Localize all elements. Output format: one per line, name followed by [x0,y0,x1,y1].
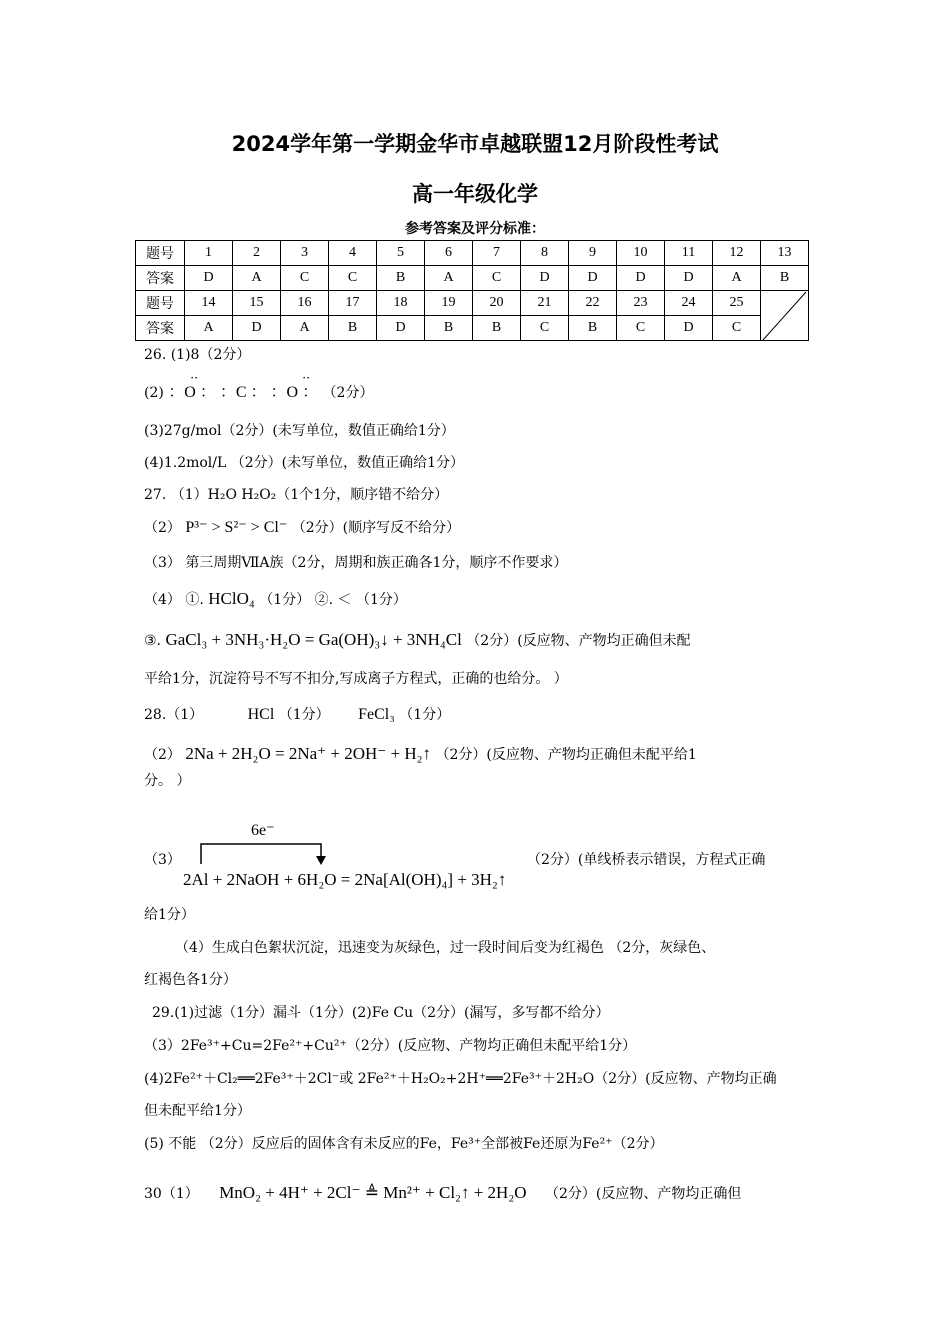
section-heading: 参考答案及评分标准： [405,221,545,237]
table-cell: 18 [377,291,425,316]
table-cell: 6 [425,241,473,266]
q28-line4-cont: 红褐色各1分） [144,972,237,988]
table-cell: D [617,266,665,291]
table-cell: 8 [521,241,569,266]
table-row [136,291,809,316]
empty-slash-cell [761,291,809,316]
co2-electron-formula: ：O ： ：C ： ：O ： [168,384,319,401]
mno2-equation: MnO₂ + 4H⁺ + 2Cl⁻ ≜ Mn²⁺ + Cl₂↑ + 2H₂O [219,1183,527,1202]
hcl-formula: HCl [247,706,275,723]
hclo4-formula: HClO₄ [208,589,255,608]
table-cell: 20 [473,291,521,316]
table-cell: 14 [185,291,233,316]
table-cell: 19 [425,291,473,316]
lone-pair-dots-icon: ·· [302,371,310,385]
single-line-bridge-arrow-icon [195,842,335,866]
q26-line2-prefix: (2) [144,385,164,401]
q29-line3: (4)2Fe²⁺＋Cl₂══2Fe³⁺＋2Cl⁻或 2Fe²⁺＋H₂O₂+2H⁺══2Fe³⁺＋2H₂O（2分）(反应物、产物均正确 [144,1071,777,1087]
table-cell: C [617,316,665,341]
al-naoh-equation [183,871,506,890]
q28-line1-prefix: 28.（1） [144,707,204,723]
table-cell: 11 [665,241,713,266]
q28-line2-note: （2分）(反应物、产物均正确但未配平给1 [435,747,697,763]
table-cell: A [425,266,473,291]
table-cell: D [233,316,281,341]
answer-table [135,240,809,341]
al-naoh-formula: 2Al + 2NaOH + 6H₂O = 2Na[Al(OH)₄] + 3H₂↑ [183,870,507,889]
table-cell: C [713,316,761,341]
q28-b-score: （1分） [399,707,451,723]
q26-line4: (4)1.2mol/L （2分）(未写单位，数值正确给1分） [144,455,465,471]
table-cell: 2 [233,241,281,266]
table-cell: B [377,266,425,291]
q28-line3-note: （2分）(单线桥表示错误，方程式正确 [527,852,766,868]
fecl3-formula: FeCl₃ [358,706,395,723]
table-header-cell: 答案 [136,316,185,341]
q28-line3-cont: 给1分） [144,907,195,923]
table-cell: 22 [569,291,617,316]
table-cell: D [665,266,713,291]
table-cell: D [377,316,425,341]
table-cell: B [569,316,617,341]
diagonal-slash-icon [761,291,808,316]
table-header-cell: 答案 [136,266,185,291]
table-cell: B [761,266,809,291]
table-header-cell: 题号 [136,241,185,266]
empty-slash-cell [761,316,809,341]
table-cell: 21 [521,291,569,316]
table-cell: D [665,316,713,341]
table-cell: A [233,266,281,291]
table-cell: D [185,266,233,291]
q29-line3-cont: 但未配平给1分） [144,1103,251,1119]
table-cell: 5 [377,241,425,266]
table-cell: 16 [281,291,329,316]
q27-line2 [144,519,460,537]
table-cell: 25 [713,291,761,316]
q30-line1-prefix: 30（1） [144,1186,199,1202]
table-cell: 9 [569,241,617,266]
table-cell: A [281,316,329,341]
q27-line5-prefix: ③. [144,633,162,649]
table-cell: 3 [281,241,329,266]
table-cell: C [329,266,377,291]
lone-pair-dots-icon: ·· [190,371,198,385]
table-cell: 13 [761,241,809,266]
q29-line4: (5) 不能 （2分）反应后的固体含有未反应的Fe，Fe³⁺全部被Fe还原为Fe²⁺（2分） [144,1136,664,1152]
table-cell: C [473,266,521,291]
table-cell: 17 [329,291,377,316]
table-row [136,241,809,266]
na-water-equation: 2Na + 2H₂O = 2Na⁺ + 2OH⁻ + H₂↑ [185,744,432,763]
table-cell: B [473,316,521,341]
q28-line3-prefix: （3） [144,852,181,868]
q29-line1: 29.(1)过滤（1分）漏斗（1分）(2)Fe Cu（2分）(漏写，多写都不给分） [152,1005,610,1021]
q27-line6: 平给1分，沉淀符号不写不扣分,写成离子方程式，正确的也给分。 ） [144,671,568,687]
table-cell: B [329,316,377,341]
table-header-cell: 题号 [136,291,185,316]
table-cell: A [185,316,233,341]
table-cell: C [281,266,329,291]
q27-line2-prefix: （2） [144,520,181,536]
table-row [136,266,809,291]
table-cell: 15 [233,291,281,316]
q26-line2 [144,371,374,402]
table-cell: 24 [665,291,713,316]
q28-line1 [144,706,450,724]
table-cell: 4 [329,241,377,266]
q27-line5-note: （2分）(反应物、产物均正确但未配 [466,633,691,649]
gacl3-equation: GaCl₃ + 3NH₃·H₂O = Ga(OH)₃↓ + 3NH₄Cl [165,630,462,649]
ion-radius-order: P³⁻ > S²⁻ > Cl⁻ [185,519,288,536]
q29-line2: （3）2Fe³⁺+Cu=2Fe²⁺+Cu²⁺（2分）(反应物、产物均正确但未配平给1分） [144,1038,637,1054]
table-row [136,316,809,341]
q28-line2-prefix: （2） [144,747,181,763]
q27-line4-mid: （1分） ②. ＜ （1分） [259,592,407,608]
table-cell: C [521,316,569,341]
q26-line1: 26. (1)8（2分） [144,347,251,363]
table-cell: 1 [185,241,233,266]
table-cell: 23 [617,291,665,316]
table-cell: 12 [713,241,761,266]
q27-line5 [144,631,691,650]
table-cell: D [521,266,569,291]
exam-title: 2024学年第一学期金华市卓越联盟12月阶段性考试 [231,132,719,156]
table-cell: 7 [473,241,521,266]
q26-line3: (3)27g/mol（2分）(未写单位，数值正确给1分） [144,423,455,439]
diagonal-slash-icon [761,316,808,341]
q27-line2-note: （2分）(顺序写反不给分） [291,520,461,536]
table-cell: A [713,266,761,291]
table-cell: B [425,316,473,341]
q27-line4-prefix: （4） ①. [144,592,204,608]
q28-a-score: （1分） [278,707,330,723]
q30-line1 [144,1184,741,1203]
table-cell: 10 [617,241,665,266]
q28-line4: （4）生成白色絮状沉淀，迅速变为灰绿色，过一段时间后变为红褐色 （2分，灰绿色、 [175,940,716,956]
table-cell: D [569,266,617,291]
q27-line3: （3） 第三周期ⅦA族（2分，周期和族正确各1分，顺序不作要求） [144,555,568,571]
electron-transfer-label: 6e⁻ [251,822,275,839]
q30-line1-note: （2分）(反应物、产物均正确但 [545,1186,742,1202]
q27-line1: 27. （1）H₂O H₂O₂（1个1分，顺序错不给分） [144,487,449,503]
q26-line2-score: （2分） [322,385,374,401]
exam-subtitle: 高一年级化学 [412,182,538,206]
q27-line4 [144,590,407,609]
q28-line2-cont: 分。 ） [144,773,191,789]
q28-line2 [144,745,697,764]
